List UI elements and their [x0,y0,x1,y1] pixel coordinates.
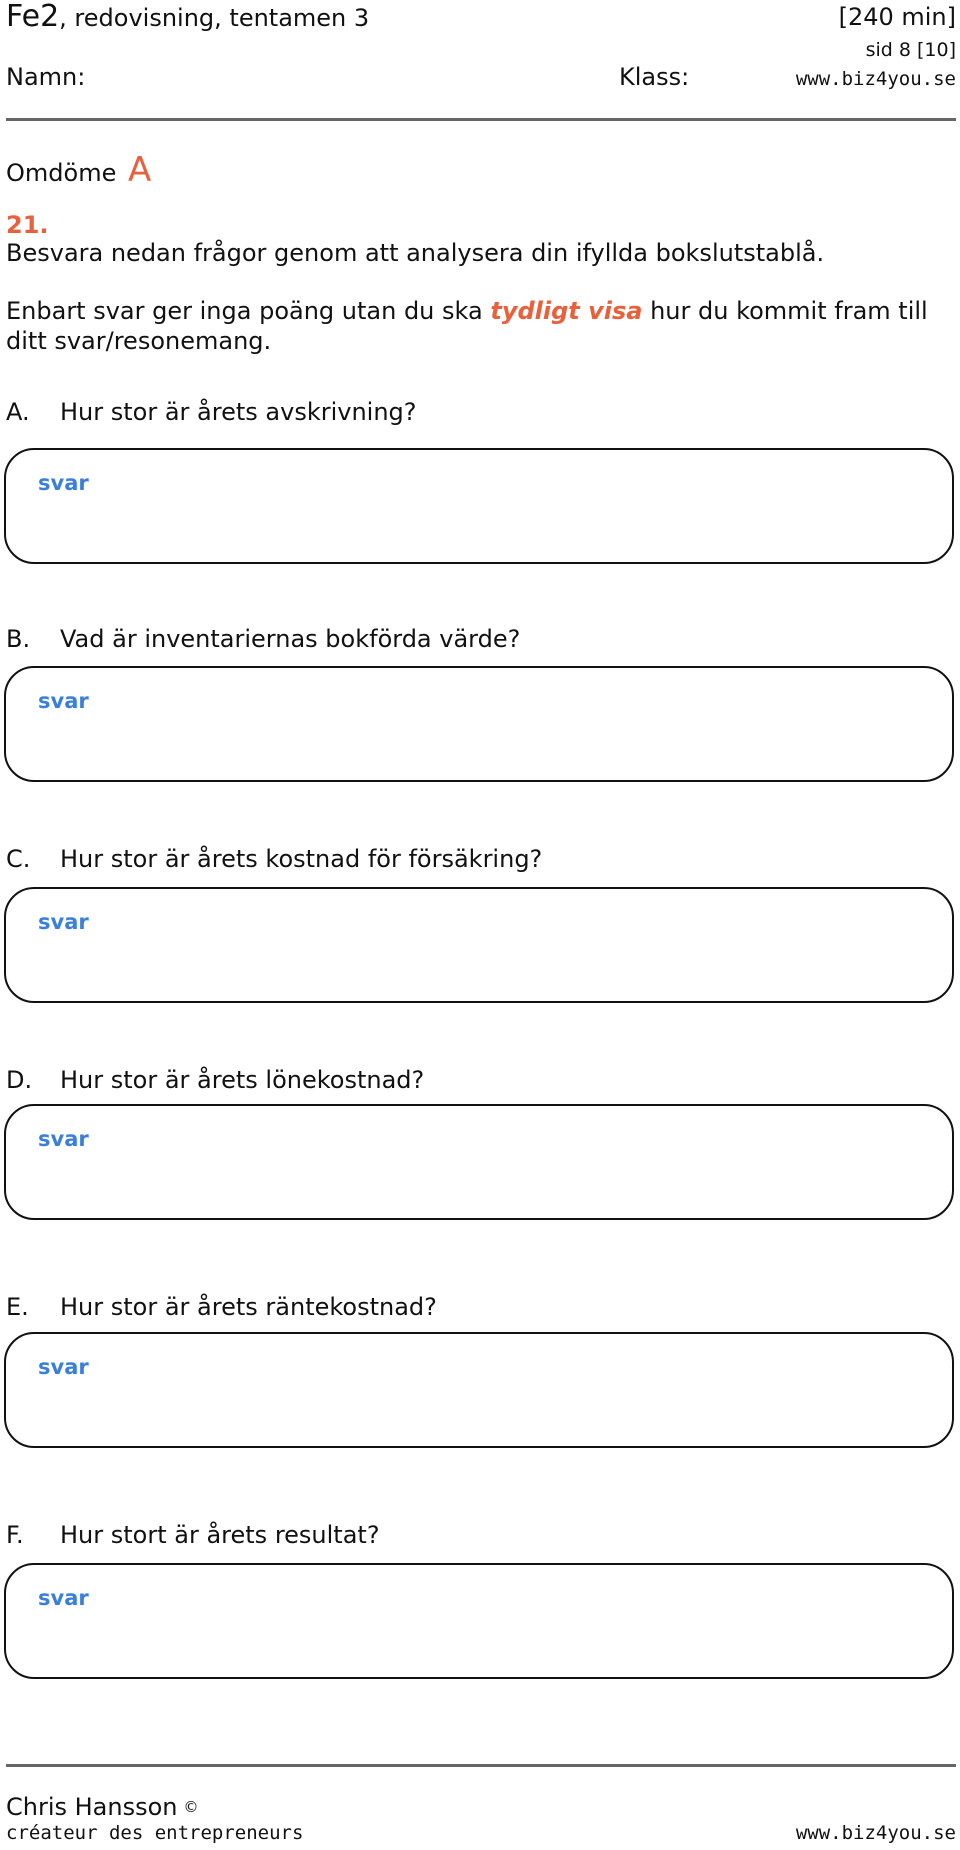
question-letter: F. [6,1521,24,1549]
grade [6,150,151,193]
grade-label: Omdöme [6,159,117,187]
grade-value: A [127,150,152,190]
instruction-text: Enbart svar ger inga poäng utan du ska [6,297,491,325]
footer-divider [6,1764,956,1767]
answer-box-c[interactable] [4,887,954,1003]
question-b [6,624,520,654]
answer-hint: svar [38,1127,89,1151]
answer-hint: svar [38,471,89,495]
question-e [6,1292,437,1322]
course-code: Fe2 [6,0,60,34]
tagline: créateur des entrepreneurs [6,1822,304,1844]
answer-hint: svar [38,910,89,934]
answer-hint: svar [38,689,89,713]
question-letter: D. [6,1066,33,1094]
answer-box-a[interactable] [4,448,954,564]
task-number: 21. [6,211,49,239]
answer-hint: svar [38,1586,89,1610]
question-text: Hur stort är årets resultat? [60,1521,380,1549]
question-text: Hur stor är årets räntekostnad? [60,1293,437,1321]
class-label: Klass: [619,63,690,91]
question-letter: E. [6,1293,29,1321]
course-title [6,0,369,35]
question-f [6,1520,380,1550]
question-a [6,397,417,427]
page-number: sid 8 [10] [865,39,956,61]
question-d [6,1065,424,1095]
instruction-emphasis: tydligt visa [490,297,643,325]
task-instruction [6,296,951,356]
question-letter: A. [6,398,30,426]
question-text: Hur stor är årets avskrivning? [60,398,417,426]
question-text: Hur stor är årets lönekostnad? [60,1066,425,1094]
header-divider [6,118,956,121]
answer-box-d[interactable] [4,1104,954,1220]
answer-hint: svar [38,1355,89,1379]
footer-website: www.biz4you.se [795,1822,956,1844]
author-name: Chris Hansson [6,1793,178,1821]
task-intro: Besvara nedan frågor genom att analysera din ifyllda bokslutstablå. [6,239,825,267]
answer-box-b[interactable] [4,666,954,782]
answer-box-f[interactable] [4,1563,954,1679]
copyright-icon: © [183,1798,199,1816]
question-letter: C. [6,845,31,873]
answer-box-e[interactable] [4,1332,954,1448]
question-c [6,844,542,874]
header-website: www.biz4you.se [795,68,956,90]
question-letter: B. [6,625,31,653]
course-subtitle: , redovisning, tentamen 3 [59,4,370,32]
exam-duration: [240 min] [838,3,956,31]
name-label: Namn: [6,63,86,91]
question-text: Vad är inventariernas bokförda värde? [60,625,521,653]
author [6,1792,199,1822]
question-text: Hur stor är årets kostnad för försäkring? [60,845,543,873]
instruction-text-end: hur du kommit fram till ditt svar/resonemang. [6,297,928,355]
